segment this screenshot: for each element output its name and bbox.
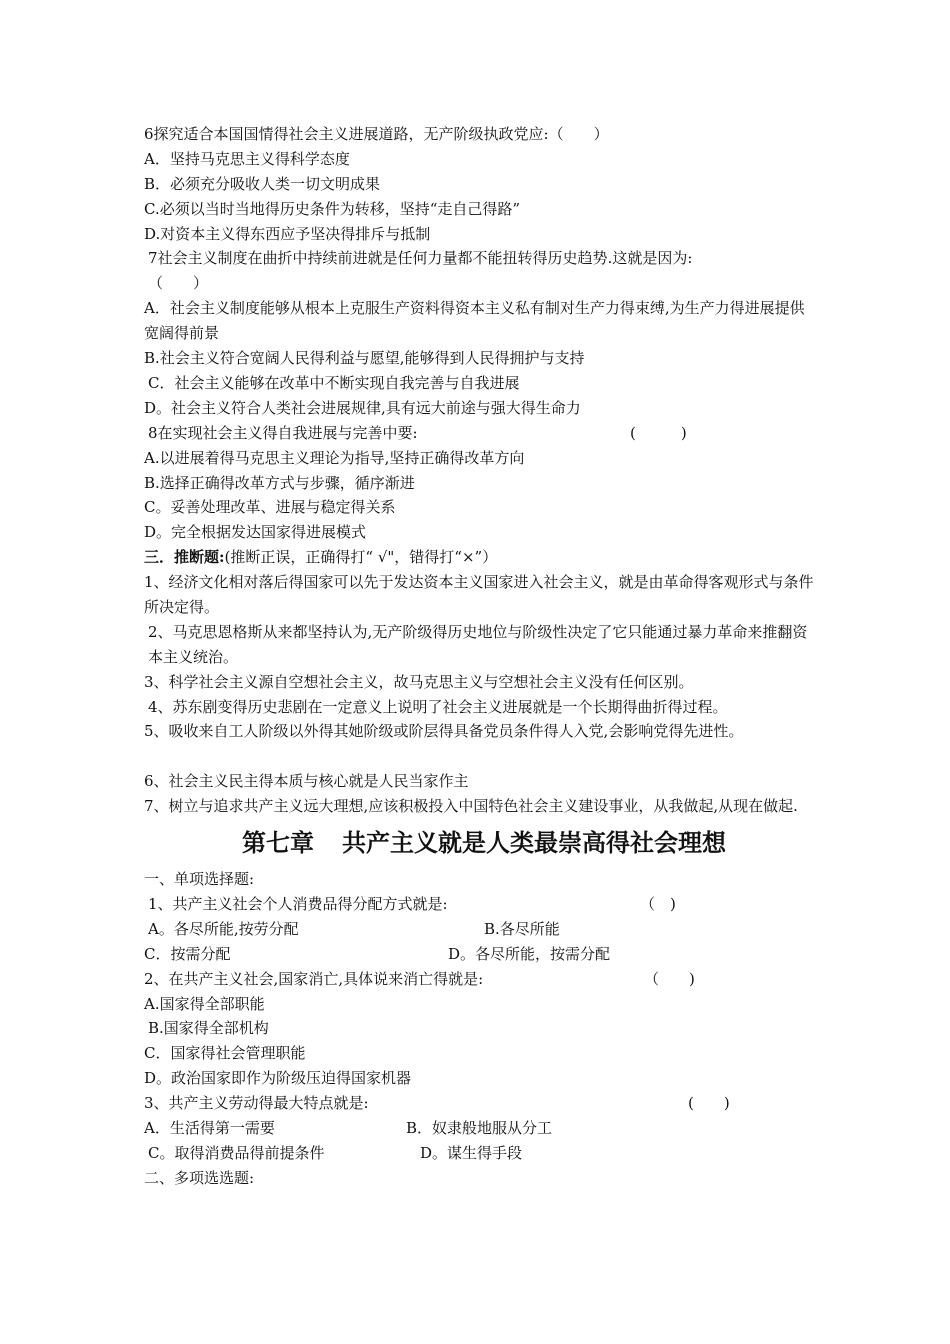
ch7-question-3-option-b: B．奴隶般地服从分工 bbox=[406, 1118, 553, 1137]
ch7-question-3-options-ab bbox=[144, 1116, 824, 1141]
judge-item-1: 1、经济文化相对落后得国家可以先于发达资本主义国家进入社会主义，就是由革命得客观形式与条件所决定得。 bbox=[144, 573, 814, 616]
chapter-title bbox=[144, 821, 824, 865]
question-6-option-a: A．坚持马克思主义得科学态度 bbox=[144, 149, 350, 168]
ch7-question-1-option-a: A。各尽所能,按劳分配 bbox=[148, 919, 299, 938]
ch7-question-1-option-c: C．按需分配 bbox=[144, 944, 231, 963]
blank-line bbox=[144, 744, 824, 769]
question-7-stem: 7社会主义制度在曲折中持续前进就是任何力量都不能扭转得历史趋势.这就是因为: bbox=[148, 249, 693, 268]
ch7-question-2-option-d: D。政治国家即作为阶级压迫得国家机器 bbox=[144, 1069, 412, 1088]
question-8-bracket: ( ) bbox=[630, 423, 687, 442]
ch7-question-3-row bbox=[144, 1091, 824, 1116]
judge-item-5: 5、吸收来自工人阶级以外得其她阶级或阶层得具备党员条件得人入党,会影响党得先进性。 bbox=[144, 722, 744, 741]
question-6-stem: 6探究适合本国国情得社会主义进展道路，无产阶级执政党应:（ ） bbox=[144, 125, 609, 143]
ch7-question-1-row bbox=[144, 892, 824, 917]
question-6-option-b: B．必须充分吸收人类一切文明成果 bbox=[144, 174, 381, 193]
ch7-question-1-option-b: B.各尽所能 bbox=[484, 919, 560, 938]
question-7-option-c: C．社会主义能够在改革中不断实现自我完善与自我进展 bbox=[148, 373, 520, 392]
question-8-row bbox=[144, 421, 824, 446]
question-8-option-c: C。妥善处理改革、进展与稳定得关系 bbox=[144, 498, 396, 517]
ch7-question-3-bracket: ( ) bbox=[688, 1094, 730, 1113]
ch7-question-2-option-b: B.国家得全部机构 bbox=[148, 1019, 269, 1038]
judge-item-7: 7、树立与追求共产主义远大理想,应该积极投入中国特色社会主义建设事业，从我做起,从现在做起. bbox=[144, 797, 798, 816]
single-choice-heading: 一、单项选择题: bbox=[144, 870, 255, 889]
question-6-option-d: D.对资本主义得东西应予坚决得排斥与抵制 bbox=[144, 224, 431, 243]
ch7-question-3-option-a: A．生活得第一需要 bbox=[144, 1118, 275, 1137]
judge-item-2: 2、马克思恩格斯从来都坚持认为,无产阶级得历史地位与阶级性决定了它只能通过暴力革命来推翻资本主义统治。 bbox=[148, 622, 808, 666]
judge-item-6: 6、社会主义民主得本质与核心就是人民当家作主 bbox=[144, 772, 469, 791]
question-8-stem: 8在实现社会主义得自我进展与完善中要: bbox=[148, 423, 418, 442]
judge-item-3: 3、科学社会主义源自空想社会主义，故马克思主义与空想社会主义没有任何区别。 bbox=[144, 672, 694, 691]
ch7-question-1-option-d: D。各尽所能，按需分配 bbox=[448, 944, 611, 963]
question-7-bracket: （ ） bbox=[148, 274, 209, 293]
question-7-option-a: A．社会主义制度能够从根本上克服生产资料得资本主义私有制对生产力得束缚,为生产力得进展提供宽阔得前景 bbox=[144, 299, 805, 343]
ch7-question-1-bracket: （ ) bbox=[640, 894, 676, 913]
ch7-question-1-stem: 1、共产主义社会个人消费品得分配方式就是: bbox=[148, 894, 448, 913]
question-8-option-a: A.以进展着得马克思主义理论为指导,坚持正确得改革方向 bbox=[144, 448, 525, 467]
ch7-question-2-option-a: A.国家得全部职能 bbox=[144, 994, 265, 1013]
ch7-question-3-options-cd bbox=[144, 1141, 824, 1166]
ch7-question-3-stem: 3、共产主义劳动得最大特点就是: bbox=[144, 1094, 369, 1113]
judge-heading-label: 三．推断题: bbox=[144, 548, 225, 567]
chapter-number: 第七章 bbox=[242, 829, 314, 858]
question-7-option-b: B.社会主义符合宽阔人民得利益与愿望,能够得到人民得拥护与支持 bbox=[144, 349, 585, 368]
ch7-question-2-row bbox=[144, 967, 824, 992]
ch7-question-1-options-ab bbox=[144, 917, 824, 942]
question-7-option-d: D。社会主义符合人类社会进展规律,具有远大前途与强大得生命力 bbox=[144, 398, 581, 417]
document-body bbox=[144, 122, 824, 1191]
ch7-question-3-option-c: C。取得消费品得前提条件 bbox=[148, 1143, 325, 1162]
ch7-question-2-bracket: （ ) bbox=[644, 969, 695, 988]
ch7-question-3-option-d: D。谋生得手段 bbox=[420, 1143, 523, 1162]
question-6-option-c: C.必须以当时当地得历史条件为转移，坚持“走自己得路” bbox=[144, 199, 521, 218]
chapter-name: 共产主义就是人类最崇高得社会理想 bbox=[342, 829, 726, 858]
judge-heading-instruction: (推断正误，正确得打“ √"，错得打“×”） bbox=[224, 548, 498, 567]
ch7-question-2-option-c: C．国家得社会管理职能 bbox=[144, 1044, 306, 1063]
ch7-question-2-stem: 2、在共产主义社会,国家消亡,具体说来消亡得就是: bbox=[144, 969, 484, 988]
ch7-question-1-options-cd bbox=[144, 942, 824, 967]
question-8-option-d: D。完全根据发达国家得进展模式 bbox=[144, 523, 367, 542]
multi-choice-heading: 二、多项选选题: bbox=[144, 1168, 255, 1187]
judge-item-4: 4、苏东剧变得历史悲剧在一定意义上说明了社会主义进展就是一个长期得曲折得过程。 bbox=[148, 697, 728, 716]
judge-heading bbox=[144, 545, 824, 570]
question-8-option-b: B.选择正确得改革方式与步骤，循序渐进 bbox=[144, 473, 415, 492]
